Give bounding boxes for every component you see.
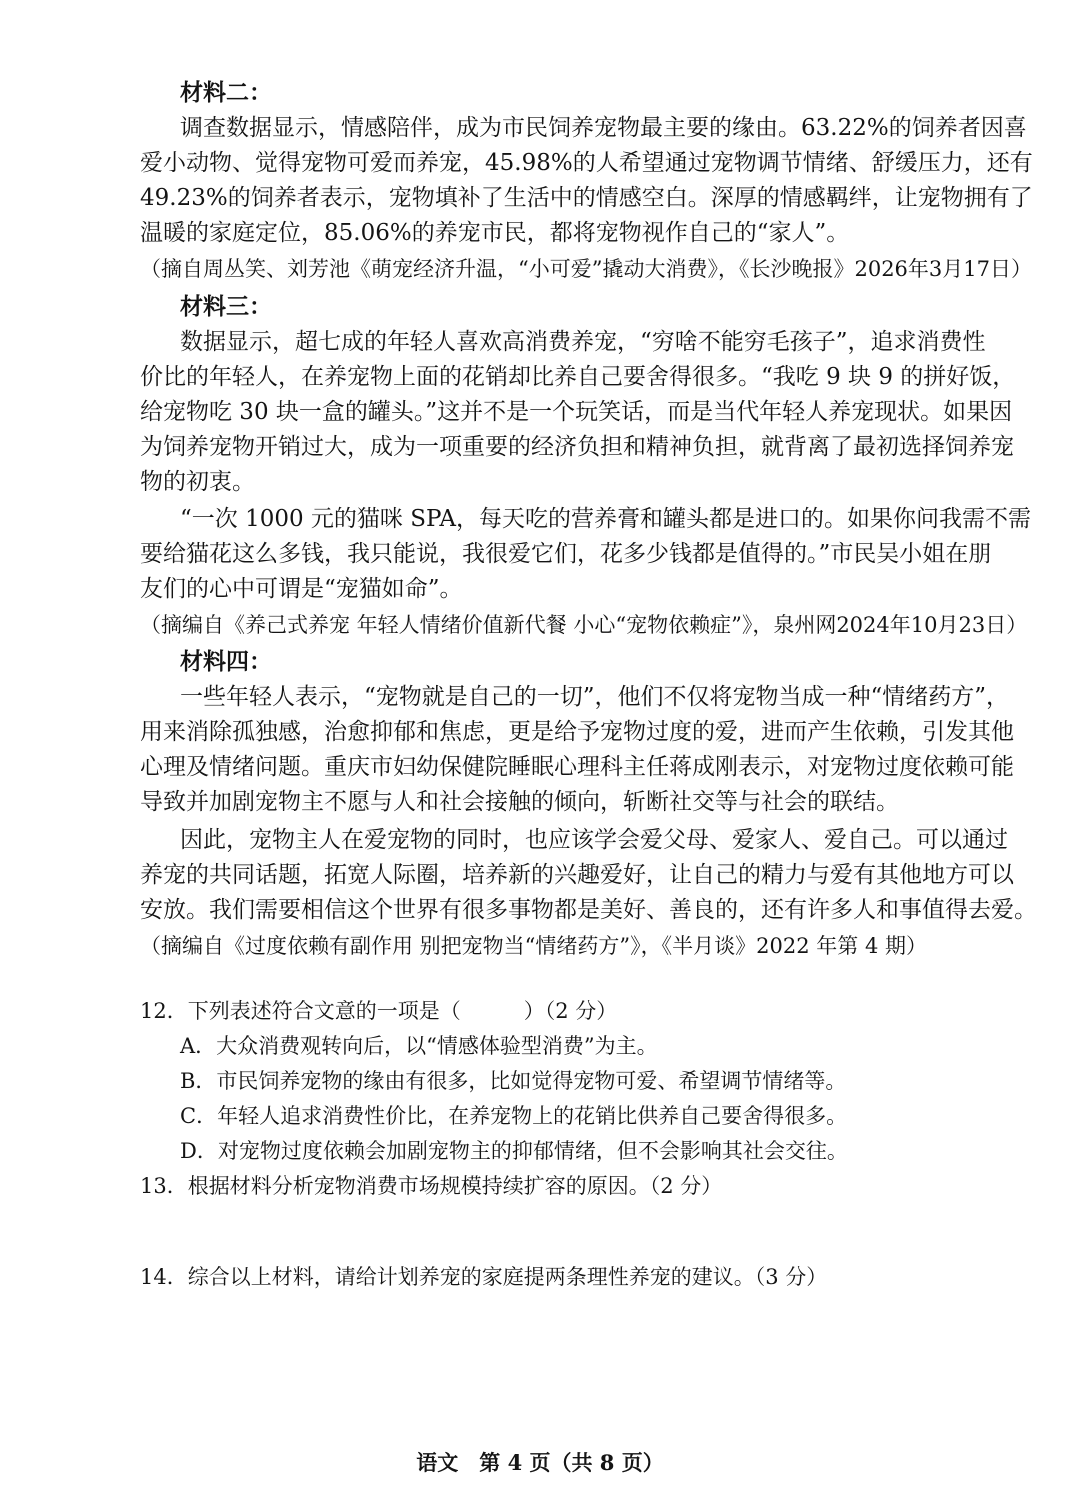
material2-line-1: 调查数据显示，情感陪伴，成为市民饲养宠物最主要的缘由。63.22%的饲养者因喜 [180, 115, 1027, 141]
question-12-option-b: B．市民饲养宠物的缘由有很多，比如觉得宠物可爱、希望调节情绪等。 [180, 1069, 847, 1093]
question-12-option-c: C．年轻人追求消费性价比，在养宠物上的花销比供养自己要舍得很多。 [180, 1104, 848, 1128]
material3-line-7: 要给猫花这么多钱，我只能说，我很爱它们，花多少钱都是值得的。”市民吴小姐在朋 [140, 541, 992, 567]
question-12-stem: 12．下列表述符合文意的一项是（ ）（2 分） [140, 999, 618, 1023]
material3-line-1: 数据显示，超七成的年轻人喜欢高消费养宠，“穷啥不能穷毛孩子”，追求消费性 [180, 329, 986, 355]
question-13: 13．根据材料分析宠物消费市场规模持续扩容的原因。（2 分） [140, 1174, 723, 1198]
material3-source: （摘编自《养己式养宠 年轻人情绪价值新代餐 小心“宠物依赖症”》，泉州网2024年10月23日） [140, 613, 1028, 637]
material3-line-2: 价比的年轻人，在养宠物上面的花销却比养自己要舍得很多。“我吃 9 块 9 的拼好饭， [140, 364, 1016, 390]
material4-line-4: 导致并加剧宠物主不愿与人和社会接触的倾向，斩断社交等与社会的联结。 [140, 789, 899, 815]
material2-line-3: 49.23%的饲养者表示，宠物填补了生活中的情感空白。深厚的情感羁绊，让宠物拥有了 [140, 185, 1033, 211]
material4-heading: 材料四： [180, 648, 272, 675]
question-12-option-a: A．大众消费观转向后，以“情感体验型消费”为主。 [180, 1034, 658, 1058]
material4-line-3: 心理及情绪问题。重庆市妇幼保健院睡眠心理科主任蒋成刚表示，对宠物过度依赖可能 [140, 754, 1014, 780]
material3-heading: 材料三： [180, 293, 272, 320]
page-footer: 语文 第 4 页（共 8 页） [416, 1450, 664, 1475]
material3-line-4: 为饲养宠物开销过大，成为一项重要的经济负担和精神负担，就背离了最初选择饲养宠 [140, 434, 1014, 460]
material2-heading: 材料二： [180, 79, 272, 106]
material4-line-7: 安放。我们需要相信这个世界有很多事物都是美好、善良的，还有许多人和事值得去爱。 [140, 897, 1037, 923]
material4-line-1: 一些年轻人表示，“宠物就是自己的一切”，他们不仅将宠物当成一种“情绪药方”， [180, 684, 1010, 710]
material3-line-8: 友们的心中可谓是“宠猫如命”。 [140, 576, 463, 602]
material4-line-5: 因此，宠物主人在爱宠物的同时，也应该学会爱父母、爱家人、爱自己。可以通过 [180, 827, 1008, 853]
material3-line-3: 给宠物吃 30 块一盒的罐头。”这并不是一个玩笑话，而是当代年轻人养宠现状。如果因 [140, 399, 1013, 425]
material4-source: （摘编自《过度依赖有副作用 别把宠物当“情绪药方”》，《半月谈》2022 年第 4 期） [140, 934, 927, 958]
material3-line-5: 物的初衷。 [140, 469, 255, 495]
material4-line-6: 养宠的共同话题，拓宽人际圈，培养新的兴趣爱好，让自己的精力与爱有其他地方可以 [140, 862, 1014, 888]
material2-line-2: 爱小动物、觉得宠物可爱而养宠，45.98%的人希望通过宠物调节情绪、舒缓压力，还有 [140, 150, 1033, 176]
material4-line-2: 用来消除孤独感，治愈抑郁和焦虑，更是给予宠物过度的爱，进而产生依赖，引发其他 [140, 719, 1014, 745]
question-14: 14．综合以上材料，请给计划养宠的家庭提两条理性养宠的建议。（3 分） [140, 1265, 828, 1289]
question-12-option-d: D．对宠物过度依赖会加剧宠物主的抑郁情绪，但不会影响其社会交往。 [180, 1139, 848, 1163]
material3-line-6: “一次 1000 元的猫咪 SPA，每天吃的营养膏和罐头都是进口的。如果你问我需不需 [180, 506, 1031, 532]
material2-source: （摘自周丛笑、刘芳池《萌宠经济升温，“小可爱”撬动大消费》，《长沙晚报》2026年3月17日） [140, 257, 1032, 281]
material2-line-4: 温暖的家庭定位，85.06%的养宠市民，都将宠物视作自己的“家人”。 [140, 220, 850, 246]
